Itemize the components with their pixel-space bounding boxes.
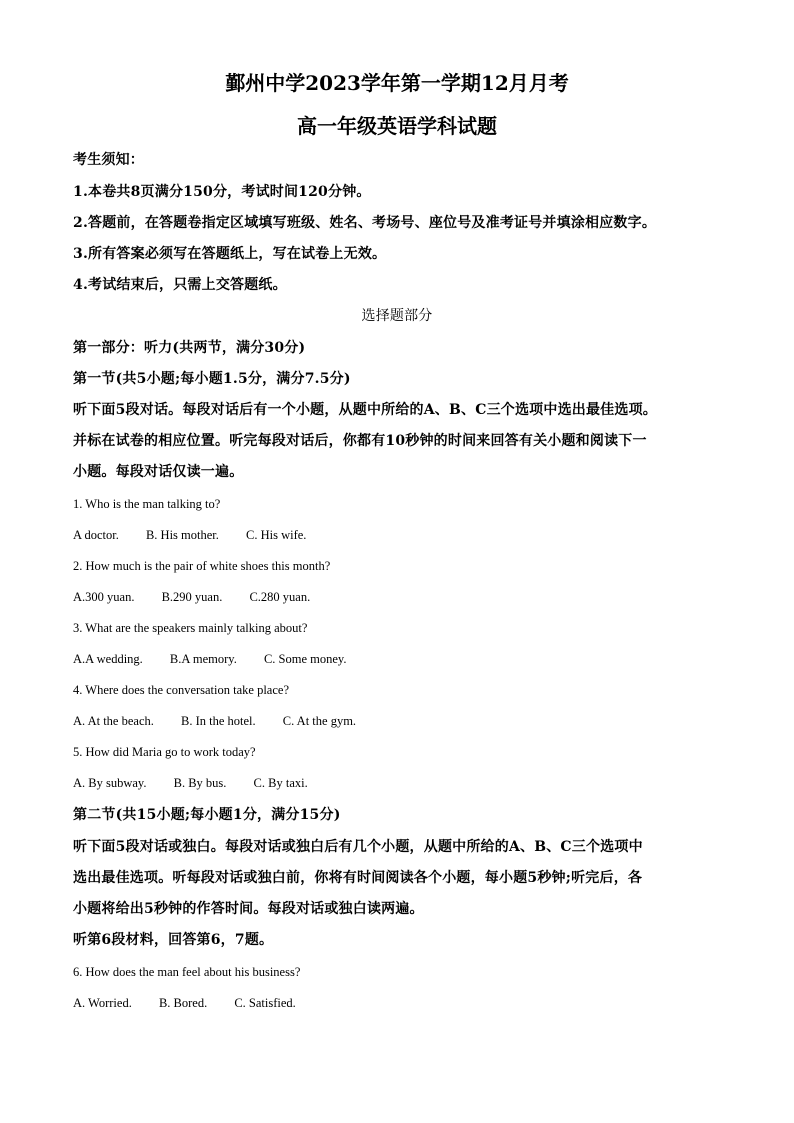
notice-heading: 考生须知： xyxy=(73,152,144,168)
option: B.A memory. xyxy=(169,652,237,666)
instructions-line: 并标在试卷的相应位置。听完每段对话后，你都有10秒钟的时间来回答有关小题和阅读下一 xyxy=(73,433,647,449)
option: C. Satisfied. xyxy=(234,996,296,1010)
question-text: 5. How did Maria go to work today? xyxy=(73,745,256,759)
exam-subtitle: 高一年级英语学科试题 xyxy=(297,114,497,138)
question-options xyxy=(73,995,296,1011)
instructions-line: 选出最佳选项。听每段对话或独白前，你将有时间阅读各个小题，每小题5秒钟;听完后，各 xyxy=(73,870,643,886)
instructions-line: 小题。每段对话仅读一遍。 xyxy=(73,464,244,480)
option: C. At the gym. xyxy=(282,714,357,728)
instructions-line: 听下面5段对话。每段对话后有一个小题，从题中所给的A、B、C三个选项中选出最佳选项。 xyxy=(73,402,657,418)
option: A.A wedding. xyxy=(73,652,143,666)
question-text: 2. How much is the pair of white shoes this month? xyxy=(73,559,331,573)
option: C. His wife. xyxy=(246,528,307,542)
option: A. By subway. xyxy=(73,776,147,790)
question-options xyxy=(73,527,306,543)
exam-title: 鄞州中学2023学年第一学期12月月考 xyxy=(225,71,569,95)
notice-item: 4.考试结束后，只需上交答题纸。 xyxy=(73,277,287,293)
question-text: 3. What are the speakers mainly talking about? xyxy=(73,621,308,635)
question-text: 4. Where does the conversation take place? xyxy=(73,683,289,697)
question-options xyxy=(73,713,356,729)
question-text: 1. Who is the man talking to? xyxy=(73,497,221,511)
question-options xyxy=(73,775,308,791)
option: B. In the hotel. xyxy=(181,714,256,728)
option: B. By bus. xyxy=(173,776,227,790)
option: A. Worried. xyxy=(73,996,132,1010)
option: C. By taxi. xyxy=(253,776,308,790)
section-heading: 第一节(共5小题;每小题1.5分，满分7.5分) xyxy=(73,371,351,387)
option: C. Some money. xyxy=(263,652,347,666)
instructions-line: 听下面5段对话或独白。每段对话或独白后有几个小题，从题中所给的A、B、C三个选项中 xyxy=(73,839,643,855)
question-options xyxy=(73,651,346,667)
section-heading: 第二节(共15小题;每小题1分，满分15分) xyxy=(73,807,341,823)
option: A doctor. xyxy=(73,528,119,542)
instructions-line: 小题将给出5秒钟的作答时间。每段对话或独白读两遍。 xyxy=(73,901,424,917)
option: A.300 yuan. xyxy=(73,590,135,604)
option: B. Bored. xyxy=(158,996,208,1010)
notice-item: 2.答题前，在答题卷指定区域填写班级、姓名、考场号、座位号及准考证号并填涂相应数字。 xyxy=(73,215,657,231)
question-text: 6. How does the man feel about his business? xyxy=(73,965,301,979)
part-heading: 第一部分：听力(共两节，满分30分) xyxy=(73,340,306,356)
option: B. His mother. xyxy=(145,528,219,542)
section-title: 选择题部分 xyxy=(361,308,433,324)
option: C.280 yuan. xyxy=(249,590,311,604)
option: A. At the beach. xyxy=(73,714,154,728)
question-options xyxy=(73,589,310,605)
notice-item: 1.本卷共8页满分150分，考试时间120分钟。 xyxy=(73,184,371,200)
material-heading: 听第6段材料，回答第6，7题。 xyxy=(73,932,274,948)
option: B.290 yuan. xyxy=(161,590,223,604)
notice-item: 3.所有答案必须写在答题纸上，写在试卷上无效。 xyxy=(73,246,387,262)
